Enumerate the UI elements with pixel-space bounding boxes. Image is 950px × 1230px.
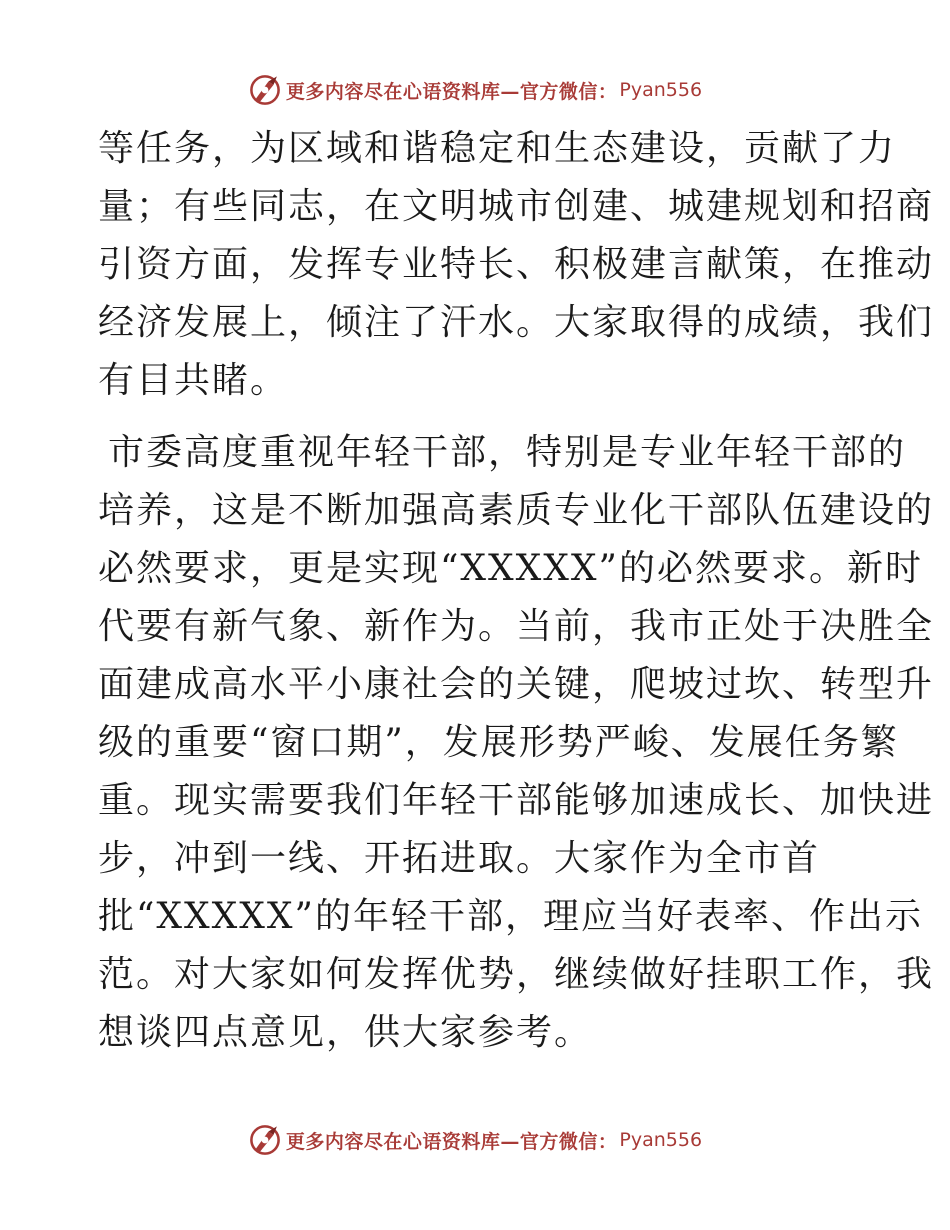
header-banner [0,70,950,110]
text-line: 想谈四点意见，供大家参考。 [98,1012,593,1053]
quill-pen-logo-icon [248,73,282,107]
text-line: 步，冲到一线、开拓进取。大家作为全市首 [98,838,821,879]
quill-pen-logo-icon [248,1123,282,1157]
footer-banner-id: Pyan556 [619,1129,703,1151]
footer-banner [0,1120,950,1160]
text-line: 培养，这是不断加强高素质专业化干部队伍建设的 [98,490,935,531]
text-line: 必然要求，更是实现“XXXXX”的必然要求。新时 [98,548,923,589]
text-line: 量；有些同志，在文明城市创建、城建规划和招商 [98,186,935,227]
text-line: 等任务，为区域和谐稳定和生态建设，贡献了力 [98,128,897,169]
text-line: 引资方面，发挥专业特长、积极建言献策，在推动 [98,244,935,285]
text-line: 面建成高水平小康社会的关键，爬坡过坎、转型升 [98,664,935,705]
header-banner-text: 更多内容尽在心语资料库—官方微信： [285,80,618,103]
text-line: 有目共睹。 [98,360,289,401]
text-line: 经济发展上，倾注了汗水。大家取得的成绩，我们 [98,302,935,343]
paragraph-2 [98,424,935,1062]
text-line: 代要有新气象、新作为。当前，我市正处于决胜全 [98,606,935,647]
text-line: 级的重要“窗口期”，发展形势严峻、发展任务繁 [98,722,899,763]
header-banner-id: Pyan556 [619,79,703,101]
footer-banner-text: 更多内容尽在心语资料库—官方微信： [285,1130,618,1153]
document-body [98,120,935,1062]
text-line: 范。对大家如何发挥优势，继续做好挂职工作，我 [98,954,935,995]
text-line: 重。现实需要我们年轻干部能够加速成长、加快进 [98,780,935,821]
text-line: 批“XXXXX”的年轻干部，理应当好表率、作出示 [98,896,923,937]
text-line: 市委高度重视年轻干部，特别是专业年轻干部的 [108,432,907,473]
paragraph-1 [98,120,935,410]
